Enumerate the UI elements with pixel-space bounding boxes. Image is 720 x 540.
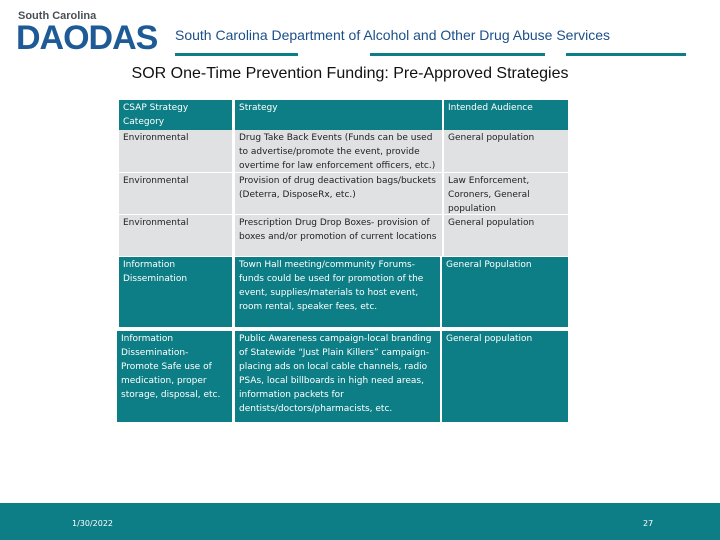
column-header-audience: Intended Audience: [444, 100, 568, 130]
table-row-1-audience: General population: [444, 130, 568, 172]
table-row-5-strategy: Public Awareness campaign-local branding of Statewide “Just Plain Killers” campaign- placing ads on local cable channels, radio PSAs, local billboards in high need areas, information packets for dentists/doctors/pharmacists, etc.: [235, 331, 440, 422]
table-row-3-category: Environmental: [119, 215, 232, 256]
column-header-strategy: Strategy: [235, 100, 442, 130]
table-row-5-audience: General population: [442, 331, 568, 422]
table-row-2-audience: Law Enforcement, Coroners, General population: [444, 173, 568, 214]
header-rule: [370, 53, 545, 56]
page-number: 27: [643, 519, 654, 528]
table-row-3-strategy: Prescription Drug Drop Boxes- provision of boxes and/or promotion of current locations: [235, 215, 442, 256]
footer-date: 1/30/2022: [72, 519, 114, 528]
table-row-5-category: Information Dissemination- Promote Safe use of medication, proper storage, disposal, etc.: [117, 331, 232, 422]
table-row-1-category: Environmental: [119, 130, 232, 172]
table-row-3-audience: General population: [444, 215, 568, 256]
page-title: SOR One-Time Prevention Funding: Pre-Approved Strategies: [131, 65, 569, 82]
table-row-2-category: Environmental: [119, 173, 232, 214]
table-row-4-category: Information Dissemination: [119, 257, 232, 327]
org-title: South Carolina Department of Alcohol and Other Drug Abuse Services: [175, 27, 611, 43]
logo: DAODAS: [16, 19, 158, 57]
logo-state-text: South Carolina: [18, 10, 97, 22]
header-rule: [566, 53, 686, 56]
table-row-2-strategy: Provision of drug deactivation bags/buckets (Deterra, DisposeRx, etc.): [235, 173, 442, 214]
column-header-category: CSAP Strategy Category: [119, 100, 232, 130]
table-row-4-audience: General Population: [442, 257, 568, 327]
header-rule: [175, 53, 298, 56]
table-row-4-strategy: Town Hall meeting/community Forums- funds could be used for promotion of the event, supplies/materials to host event, room rental, speaker fees, etc.: [235, 257, 440, 327]
table-row-1-strategy: Drug Take Back Events (Funds can be used to advertise/promote the event, provide overtime for law enforcement officers, etc.): [235, 130, 442, 172]
